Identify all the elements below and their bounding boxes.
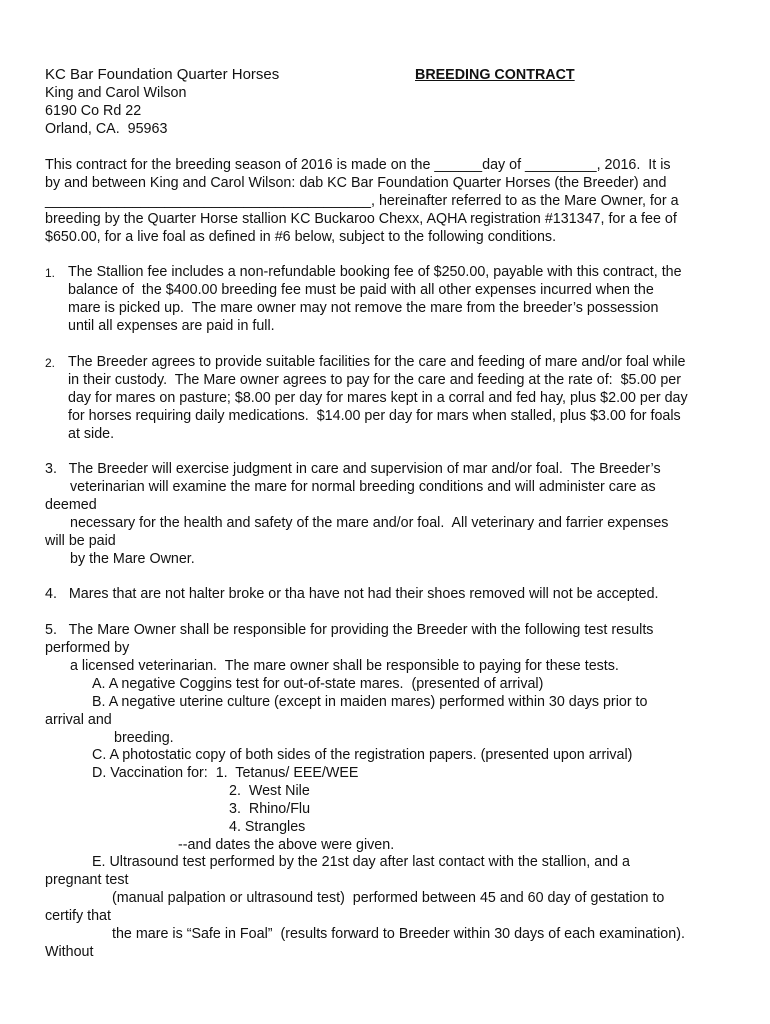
item5-line: Without [45,944,94,960]
item3-line: deemed [45,497,97,513]
item2-line: The Breeder agrees to provide suitable facilities for the care and feeding of mare and/or foal while [68,354,686,370]
item5-line: performed by [45,640,130,656]
intro-line: $650.00, for a live foal as defined in #6 below, subject to the following conditions. [45,229,557,245]
item2-line: for horses requiring daily medications. $14.00 per day for mars when stalled, plus $3.00 for foals [68,408,681,424]
item5-line: arrival and [45,712,112,728]
item1-line: The Stallion fee includes a non-refundable booking fee of $250.00, payable with this contract, the [68,264,682,280]
vaccination-item: 4. Strangles [229,819,306,835]
document-title: BREEDING CONTRACT [415,67,575,83]
item5-sub-c: C. A photostatic copy of both sides of the registration papers. (presented upon arrival) [92,747,633,763]
item-number: 1. [45,266,56,280]
intro-line: by and between King and Carol Wilson: dab KC Bar Foundation Quarter Horses (the Breeder) and [45,175,667,191]
item4-text: 4. Mares that are not halter broke or tha have not had their shoes removed will not be accepted. [45,586,659,602]
item5-line: breeding. [114,730,174,746]
item3-line: by the Mare Owner. [70,551,195,567]
item3-line: will be paid [45,533,116,549]
item1-line: until all expenses are paid in full. [68,318,275,334]
item5-line: --and dates the above were given. [178,837,395,853]
intro-line: breeding by the Quarter Horse stallion KC Buckaroo Chexx, AQHA registration #131347, for a fee of [45,211,677,227]
item-number: 2. [45,356,56,370]
item5-line: the mare is “Safe in Foal” (results forward to Breeder within 30 days of each examination). [112,926,685,942]
item3-line: veterinarian will examine the mare for normal breeding conditions and will administer care as [70,479,656,495]
item5-sub-e: E. Ultrasound test performed by the 21st day after last contact with the stallion, and a [92,854,631,870]
vaccination-item: 2. West Nile [229,783,310,799]
item5-line: a licensed veterinarian. The mare owner shall be responsible to paying for these tests. [70,658,619,674]
business-name: KC Bar Foundation Quarter Horses [45,66,280,83]
item3-line: necessary for the health and safety of the mare and/or foal. All veterinary and farrier expenses [70,515,669,531]
vaccination-item: 3. Rhino/Flu [229,801,311,817]
item5-line: (manual palpation or ultrasound test) performed between 45 and 60 day of gestation to [112,890,665,906]
item1-line: balance of the $400.00 breeding fee must be paid with all other expenses incurred when the [68,282,654,298]
street-address: 6190 Co Rd 22 [45,103,142,119]
item2-line: day for mares on pasture; $8.00 per day for mares kept in a corral and fed hay, plus $2.00 per day [68,390,688,406]
item5-sub-d: D. Vaccination for: 1. Tetanus/ EEE/WEE [92,765,359,781]
item2-line: in their custody. The Mare owner agrees to pay for the care and feeding at the rate of: $5.00 per [68,372,682,388]
item5-line: 5. The Mare Owner shall be responsible for providing the Breeder with the following test results [45,622,654,638]
item5-sub-b: B. A negative uterine culture (except in maiden mares) performed within 30 days prior to [92,694,648,710]
intro-line: _________________________________________, hereinafter referred to as the Mare Owner, for a [45,193,679,209]
city-state-zip: Orland, CA. 95963 [45,121,168,137]
item1-line: mare is picked up. The mare owner may not remove the mare from the breeder’s possession [68,300,659,316]
item5-line: certify that [45,908,111,924]
intro-line: This contract for the breeding season of 2016 is made on the ______day of _________, 2016. It is [45,157,671,173]
item2-line: at side. [68,426,115,442]
item3-line: 3. The Breeder will exercise judgment in care and supervision of mar and/or foal. The Breeder’s [45,461,661,477]
item5-sub-a: A. A negative Coggins test for out-of-state mares. (presented of arrival) [92,676,544,692]
owner-names: King and Carol Wilson [45,85,187,101]
item5-line: pregnant test [45,872,129,888]
